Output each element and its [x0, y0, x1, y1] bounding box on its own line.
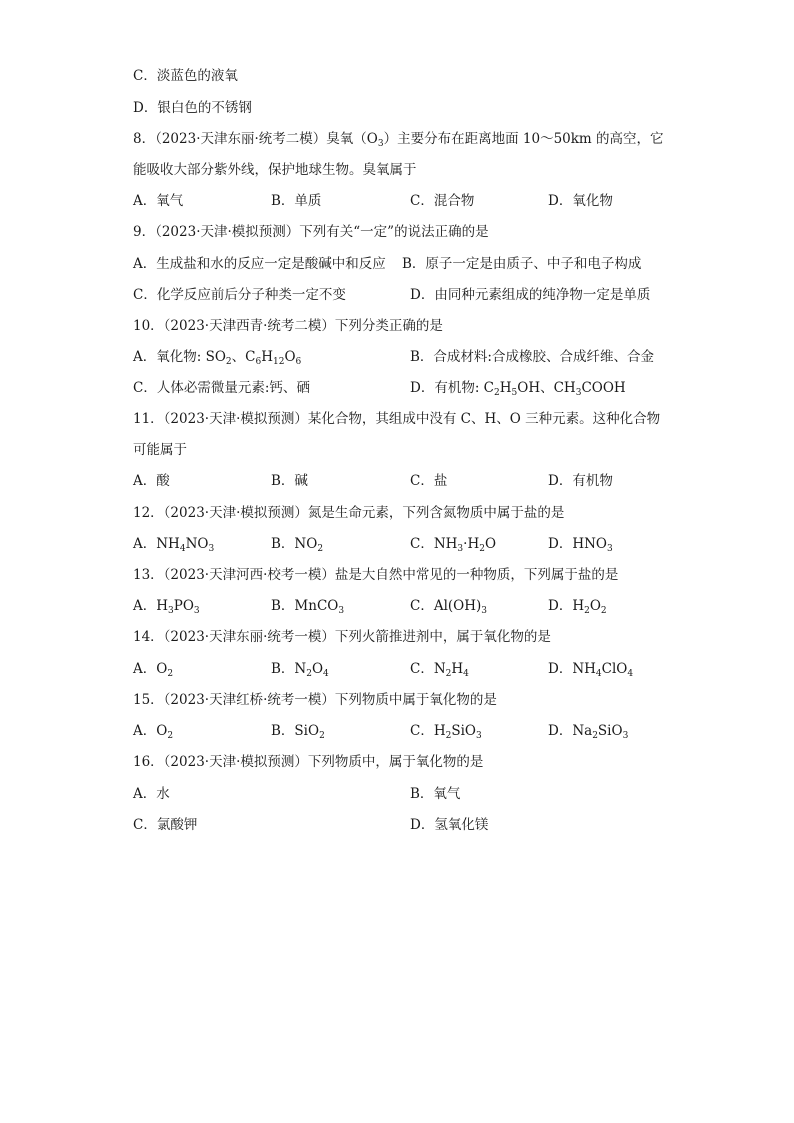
q12-option-b: B．$NO_2$: [271, 536, 324, 554]
q13-option-d: D．$H_2O_2$: [548, 598, 607, 616]
q8-option-a: A．氧气: [133, 193, 184, 209]
q14-option-c: C．$N_2H_4$: [410, 661, 469, 679]
q16-stem: 16．（2023·天津·模拟预测）下列物质中，属于氧化物的是: [133, 754, 484, 770]
q14-stem: 14．（2023·天津东丽·统考一模）下列火箭推进剂中，属于氧化物的是: [133, 629, 551, 645]
q16-option-b: B．氧气: [410, 786, 461, 802]
q9-option-d: D．由同种元素组成的纯净物一定是单质: [410, 287, 651, 303]
q8-option-d: D．氧化物: [548, 193, 613, 209]
q10-option-c: C．人体必需微量元素:钙、硒: [133, 380, 310, 396]
q16-option-c: C．氯酸钾: [133, 817, 198, 833]
q13-option-c: C．$Al(OH)_3$: [410, 598, 488, 616]
q12-option-d: D．$HNO_3$: [548, 536, 613, 554]
q9-option-b: B．原子一定是由质子、中子和电子构成: [402, 256, 642, 272]
q12-stem: 12．（2023·天津·模拟预测）氮是生命元素，下列含氮物质中属于盐的是: [133, 505, 565, 521]
q9-option-a: A．生成盐和水的反应一定是酸碱中和反应: [133, 256, 386, 272]
q13-stem: 13．（2023·天津河西·校考一模）盐是大自然中常见的一种物质，下列属于盐的是: [133, 567, 619, 583]
q10-option-d: D．有机物: $C_2H_5OH$、$CH_3COOH$: [410, 380, 626, 398]
q12-option-a: A．$NH_4NO_3$: [133, 536, 215, 554]
q10-option-a: A．氧化物: $SO_2$、$C_6H_{12}O_6$: [133, 349, 302, 367]
q15-option-b: B．SiO$_2$: [271, 723, 325, 741]
q11-option-c: C．盐: [410, 473, 448, 489]
q7-option-d: D．银白色的不锈钢: [133, 100, 252, 116]
q10-option-b: B．合成材料:合成橡胶、合成纤维、合金: [410, 349, 654, 365]
q16-option-d: D．氢氧化镁: [410, 817, 489, 833]
q10-stem: 10．（2023·天津西青·统考二模）下列分类正确的是: [133, 318, 443, 334]
q14-option-d: D．$NH_4ClO_4$: [548, 661, 634, 679]
q8-stem-line2: 能吸收大部分紫外线，保护地球生物。臭氧属于: [133, 162, 417, 178]
q7-option-c: C．淡蓝色的液氧: [133, 68, 238, 84]
q15-option-c: C．$H_2SiO_3$: [410, 723, 482, 741]
q15-option-a: A．$O_2$: [133, 723, 174, 741]
q8-option-b: B．单质: [271, 193, 322, 209]
q11-stem-line1: 11．（2023·天津·模拟预测）某化合物，其组成中没有 C、H、O 三种元素。这种化合物: [133, 411, 661, 427]
q11-option-d: D．有机物: [548, 473, 613, 489]
q9-option-c: C．化学反应前后分子种类一定不变: [133, 287, 346, 303]
q16-option-a: A．水: [133, 786, 170, 802]
q11-option-a: A．酸: [133, 473, 170, 489]
q15-stem: 15．（2023·天津红桥·统考一模）下列物质中属于氧化物的是: [133, 692, 497, 708]
q8-stem-line1: 8．（2023·天津东丽·统考二模）臭氧$(O_3)$主要分布在距离地面 10～50km 的高空，它: [133, 131, 664, 149]
q14-option-a: A．$O_2$: [133, 661, 174, 679]
q11-option-b: B．碱: [271, 473, 308, 489]
q9-stem: 9．（2023·天津·模拟预测）下列有关“一定”的说法正确的是: [133, 224, 489, 240]
q15-option-d: D．$Na_2SiO_3$: [548, 723, 629, 741]
q13-option-a: A．$H_3PO_3$: [133, 598, 200, 616]
q12-option-c: C．$NH_3\cdot H_2O$: [410, 536, 497, 554]
q14-option-b: B．$N_2O_4$: [271, 661, 329, 679]
q8-option-c: C．混合物: [410, 193, 475, 209]
q13-option-b: B．MnCO$_3$: [271, 598, 345, 616]
q11-stem-line2: 可能属于: [133, 442, 187, 458]
